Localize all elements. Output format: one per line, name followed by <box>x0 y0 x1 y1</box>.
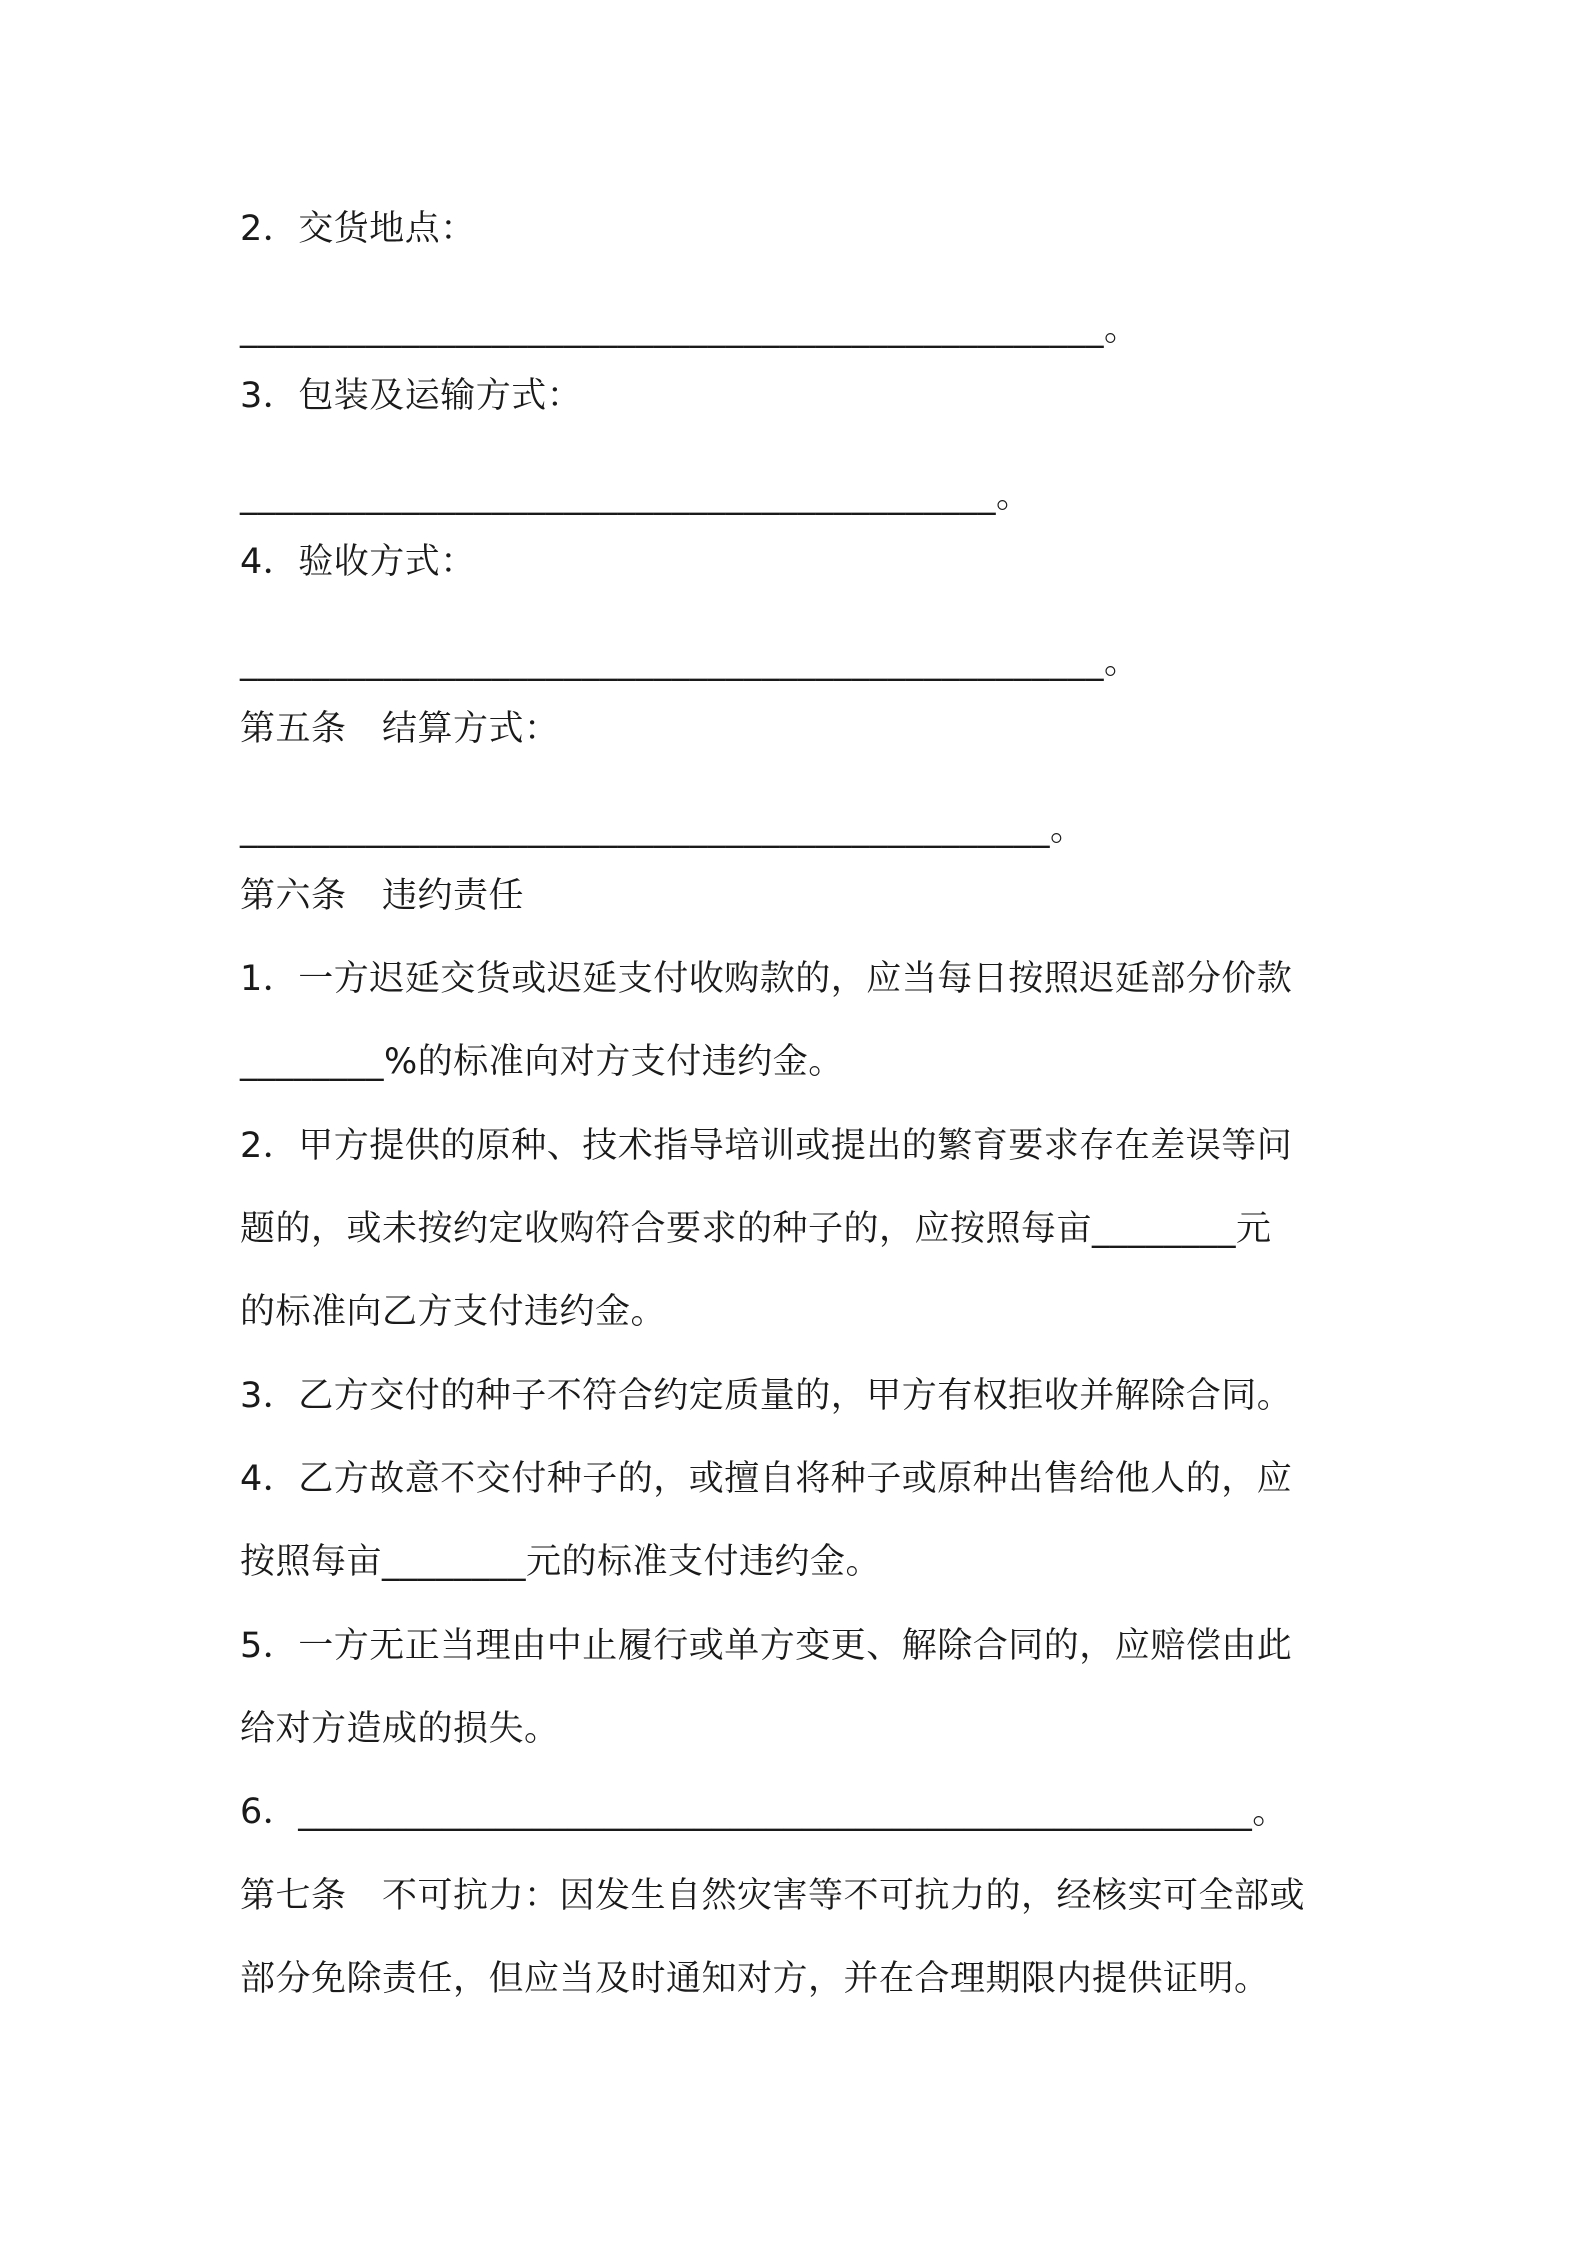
article-seven-line-1: 第七条 不可抗力：因发生自然灾害等不可抗力的，经核实可全部或 <box>240 1876 1306 1916</box>
blank-delivery-location: ________________________________________________。 <box>240 309 1140 349</box>
clause-3-line-1: 3．乙方交付的种子不符合约定质量的，甲方有权拒收并解除合同。 <box>240 1376 1293 1416</box>
item-delivery-location: 2．交货地点： <box>240 209 476 249</box>
clause-2-line-2: 题的，或未按约定收购符合要求的种子的，应按照每亩________元 <box>240 1209 1272 1249</box>
clause-5-line-1: 5．一方无正当理由中止履行或单方变更、解除合同的，应赔偿由此 <box>240 1626 1293 1666</box>
clause-1-line-1: 1．一方迟延交货或迟延支付收购款的，应当每日按照迟延部分价款 <box>240 959 1293 999</box>
clause-1-line-2: ________%的标准向对方支付违约金。 <box>240 1042 844 1082</box>
clause-4-line-1: 4．乙方故意不交付种子的，或擅自将种子或原种出售给他人的，应 <box>240 1459 1293 1499</box>
clause-4-line-2: 按照每亩________元的标准支付违约金。 <box>240 1542 882 1582</box>
clause-5-line-2: 给对方造成的损失。 <box>240 1709 560 1749</box>
article-five-heading: 第五条 结算方式： <box>240 709 560 749</box>
blank-packaging-transport: __________________________________________。 <box>240 476 1032 516</box>
item-acceptance-method: 4．验收方式： <box>240 542 476 582</box>
clause-6-blank: 6．_____________________________________________________。 <box>240 1792 1288 1832</box>
article-seven-line-2: 部分免除责任，但应当及时通知对方，并在合理期限内提供证明。 <box>240 1959 1270 1999</box>
blank-settlement: _____________________________________________。 <box>240 809 1086 849</box>
article-six-heading: 第六条 违约责任 <box>240 876 525 916</box>
clause-2-line-3: 的标准向乙方支付违约金。 <box>240 1292 667 1332</box>
blank-acceptance-method: ________________________________________________。 <box>240 642 1140 682</box>
item-packaging-transport: 3．包装及运输方式： <box>240 376 583 416</box>
clause-2-line-1: 2．甲方提供的原种、技术指导培训或提出的繁育要求存在差误等问 <box>240 1126 1293 1166</box>
